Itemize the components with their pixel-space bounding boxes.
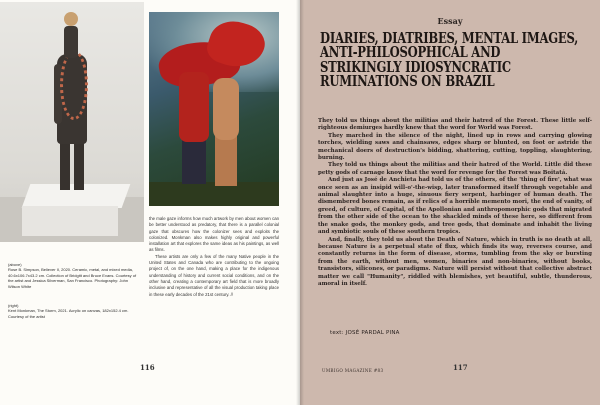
byline: text: JOSÉ PARDAL PINA [330, 330, 400, 336]
caption-above-label: (above) [8, 262, 22, 267]
essay-paragraph: They told us things about the militias and their hatred of the Forest. These little self-righteous demiurges hardly knew that the word for World was Forest. [318, 118, 592, 132]
magazine-footer: UMBIGO MAGAZINE #83 [322, 368, 384, 373]
article-title: DIARIES, DIATRIBES, MENTAL IMAGES, ANTI-PHILOSOPHICAL AND STRIKINGLY IDIOSYNCRATIC RUMINATIONS ON BRAZIL [320, 30, 579, 91]
left-body-text [149, 216, 279, 298]
page-number-left: 116 [140, 363, 155, 372]
caption-right [8, 303, 140, 319]
essay-paragraph: And, finally, they told us about the Death of Nature, which in truth is no death at all, because Nature is a perpetual state of flux, which finds its way, reverses course, and constantly returns in the form of disease, storms, tumbling from the sky or bursting from the earth, without men, women, binaries and non-binaries, without books, transistors, silicones, or paradigms. Nature will persist without that collective abstract matter we call "Humanity", riddled with blemishes, yet beautiful, subtle, thunderous, amoral in itself. [318, 236, 592, 287]
essay-paragraph: They told us things about the militias and their hatred of the World. Little did these petty gods of carnage know that the word for revenge for the Forest was Boitatá. [318, 162, 592, 176]
gutter-shadow [296, 0, 304, 405]
caption-above-text: Rose B. Simpson, Believer II, 2020. Ceramic, metal, and mixed media, 40.6x106.7x43.2 cm. Collection of Bridgitt and Bruce Evans. Courtesy of the artist and Jessica Silverman, San Francisco. Photography: John Wilson White [8, 267, 137, 289]
essay-paragraph: They marched in the silence of the night, lined up in rows and carrying glowing torches, wielding saws and chainsaws, edges sharp or blunted, on foot or astride the mechanical doers of destruction's bidding, shattering, cutting, toppling, slaughtering, burning. [318, 132, 592, 162]
sculpture-photo [0, 2, 144, 242]
caption-right-text: Kent Monkman, The Storm, 2021. Acrylic on canvas, 182x152.4 cm. Courtesy of the artist [8, 308, 129, 319]
page-number-right: 117 [453, 363, 468, 372]
left-paragraph: the male gaze informs how much artwork by men about women can be better understood as predatory, that there is a parallel colonial gaze that obscures how the colonizer sees and exploits the colonized. Monkman also makes highly original and powerful installation art that explores the same ideas as his paintings, as well as films. [149, 216, 279, 253]
caption-right-label: (right) [8, 303, 19, 308]
painting-photo [149, 12, 279, 206]
caption-above [8, 262, 140, 289]
section-label: Essay [437, 16, 463, 26]
essay-paragraph: And just as José de Anchieta had told us of the others, of the 'thing of fire', what was once seen as an insipid will-o'-the-wisp, later transformed itself through vegetable and animal slaughter into a huge, sinuous fiery serpent, harbinger of human death. The dismembered bones remain, as if relics of a horrible memento mori, the end of vanity, of greed, of culture, of Capital, of the Apollonian and anthropomorphic gods that migrated from the other side of the ocean to the shackled minds of these here, so different from the snake gods, the monkey gods, and tree gods, that dominate and inhabit the living and symbiotic souls of these southern tropics. [318, 177, 592, 236]
essay-body [318, 118, 592, 288]
left-paragraph: These artists are only a few of the many Native people in the United States and Canada who are contributing to the ongoing project of, on the one hand, making a place for the indigenous understanding of history and current social conditions, and on the other hand, creating a contemporary art field that is more broadly inclusive and representative of all the visual production taking place in these early decades of the 21st century. // [149, 253, 279, 297]
